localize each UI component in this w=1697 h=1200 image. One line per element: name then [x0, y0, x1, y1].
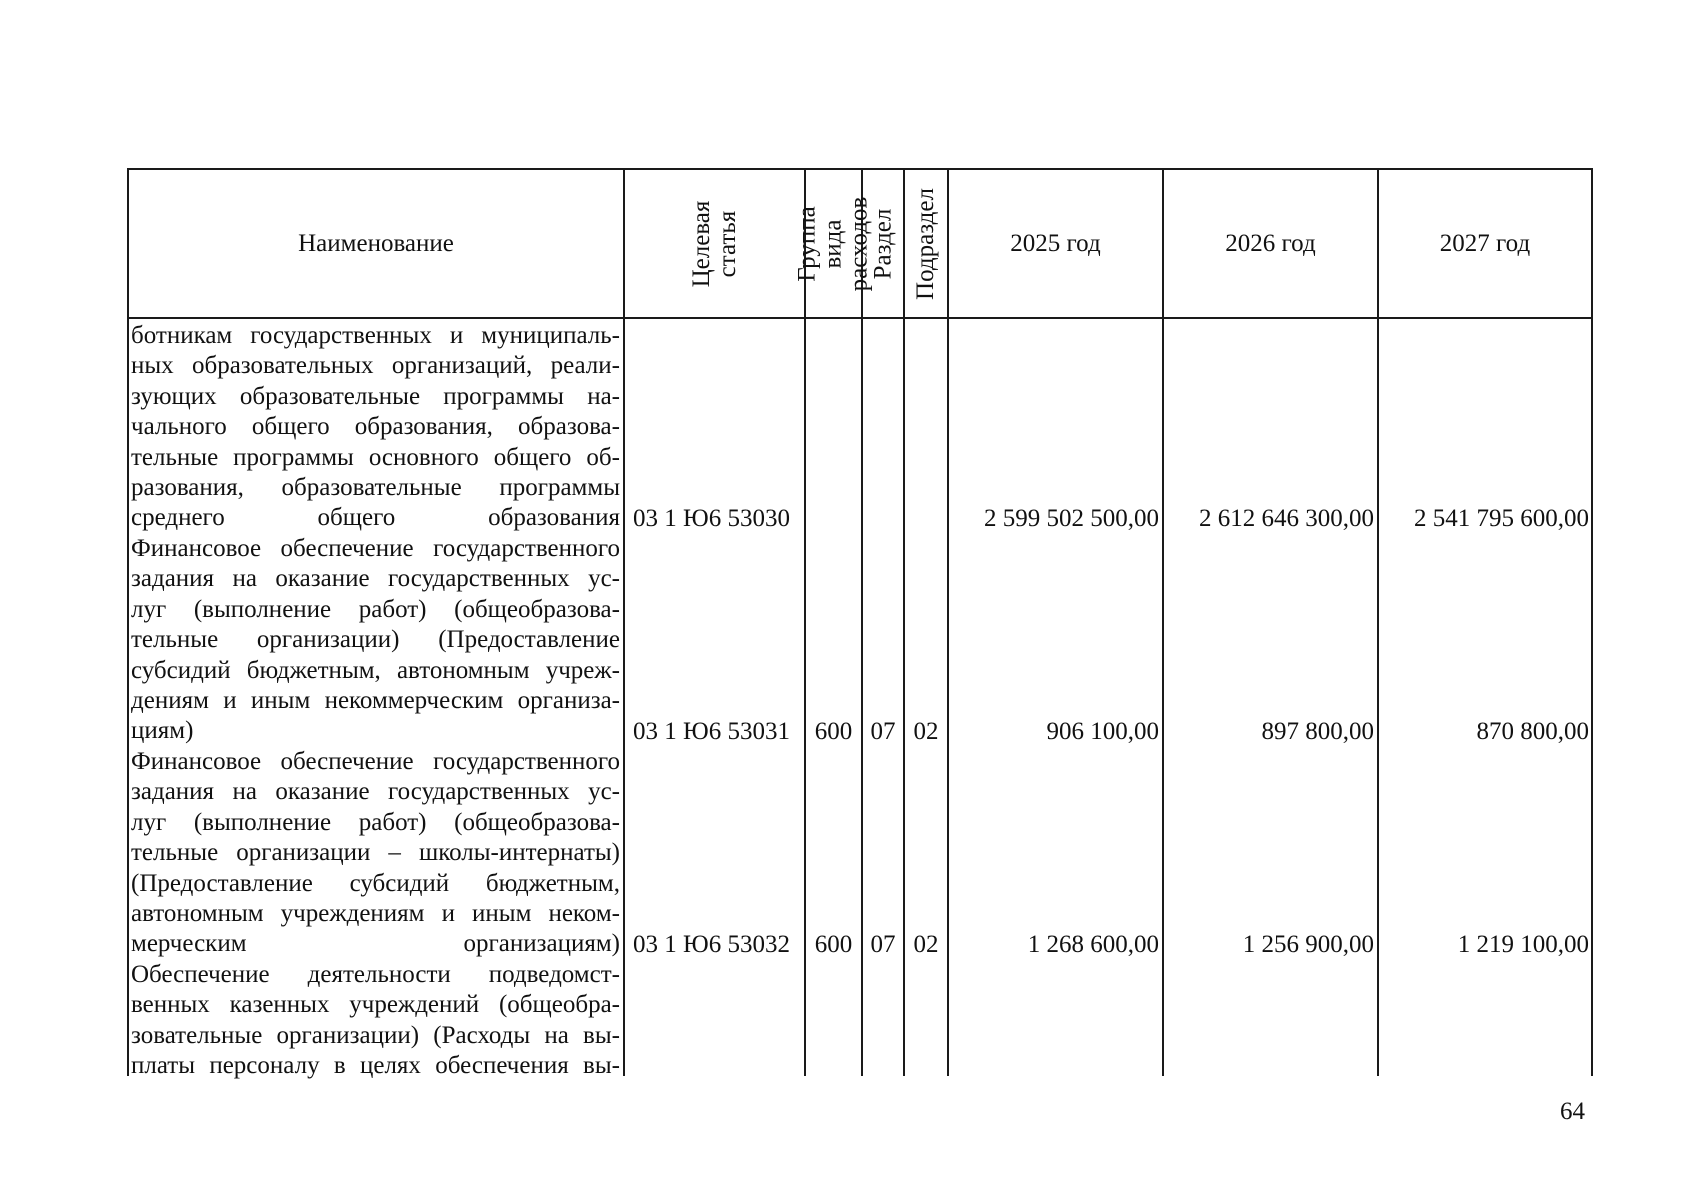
table-row-3-target-article: 03 1 Ю6 53032: [633, 931, 790, 958]
table-row-1-2027: 2 541 795 600,00: [1414, 505, 1589, 532]
header-2026: 2026 год: [1225, 230, 1316, 257]
table-row-3-subsection: 02: [913, 931, 939, 958]
table-row-1-target-article: 03 1 Ю6 53030: [633, 505, 790, 532]
table-row-4-name: Обеспечение деятельности подведомст- венных казенных учреждений (общеобра- зовательные организации) (Расходы на вы- платы персоналу в целях обеспечения вы-: [131, 961, 620, 1080]
table-row-3-2026: 1 256 900,00: [1242, 931, 1374, 958]
table-row-3-2027: 1 219 100,00: [1457, 931, 1589, 958]
table-row-2-2027: 870 800,00: [1476, 718, 1589, 745]
header-expense-group: Группа вида расходов: [793, 196, 873, 291]
page-number: 64: [1560, 1098, 1585, 1125]
header-section: Раздел: [869, 208, 896, 279]
col-border-8: [1591, 168, 1593, 1076]
table-row-2-2025: 906 100,00: [1046, 718, 1159, 745]
table-row-1-2026: 2 612 646 300,00: [1199, 505, 1374, 532]
header-subsection: Подраздел: [912, 187, 939, 300]
header-target-article: Целевая статья: [687, 200, 741, 287]
table-row-2-subsection: 02: [913, 718, 939, 745]
header-2025: 2025 год: [1010, 230, 1101, 257]
header-name: Наименование: [298, 230, 454, 257]
header-bottom-border: [127, 317, 1593, 319]
table-row-3-section: 07: [870, 931, 896, 958]
table-row-3-name: Финансовое обеспечение государственного задания на оказание государственных ус- луг (выполнение работ) (общеобразова- тельные организации – школы-интернаты) (Предоставление субсидий бюджетным, автономным учреждениям и иным неком- мерческим организациям): [131, 748, 620, 958]
table-row-1-2025: 2 599 502 500,00: [984, 505, 1159, 532]
table-row-1-name: ботникам государственных и муниципаль- ных образовательных организаций, реали- зующих образовательные программы на- чального общего образования, образова- тельные программы основного общего об- разования, образовательные программы среднего общего образования: [131, 322, 620, 532]
table-row-3-expense-group: 600: [814, 931, 853, 958]
table-row-2-target-article: 03 1 Ю6 53031: [633, 718, 790, 745]
header-2027: 2027 год: [1439, 230, 1531, 257]
budget-table: [127, 168, 1593, 1080]
table-row-3-2025: 1 268 600,00: [1027, 931, 1159, 958]
table-row-2-section: 07: [870, 718, 896, 745]
table-row-2-name: Финансовое обеспечение государственного задания на оказание государственных ус- луг (выполнение работ) (общеобразова- тельные организации) (Предоставление субсидий бюджетным, автономным учреж- дениям и иным некоммерческим организа- циям): [131, 535, 620, 745]
table-row-2-expense-group: 600: [814, 718, 853, 745]
table-row-2-2026: 897 800,00: [1261, 718, 1374, 745]
